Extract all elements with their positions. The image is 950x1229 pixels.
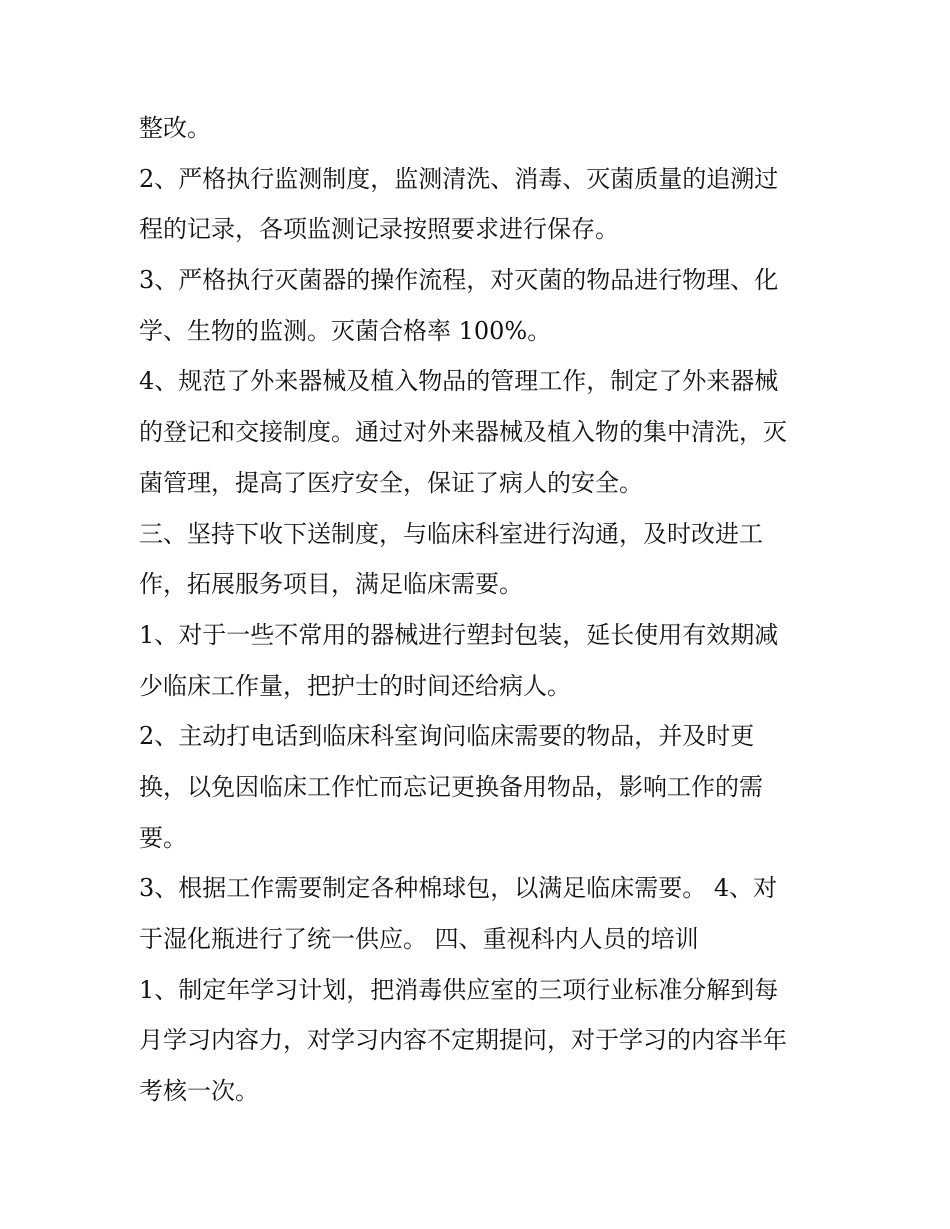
text-line: 2、严格执行监测制度，监测清洗、消毒、灭菌质量的追溯过 [139,164,779,193]
text-line: 菌管理，提高了医疗安全，保证了病人的安全。 [139,468,643,497]
text-line: 2、主动打电话到临床科室询问临床需要的物品，并及时更 [139,722,755,751]
text-line: 1、对于一些不常用的器械进行塑封包装，延长使用有效期减 [139,620,779,649]
text-line: 换，以免因临床工作忙而忘记更换备用物品，影响工作的需 [139,772,763,801]
text-line: 3、严格执行灭菌器的操作流程，对灭菌的物品进行物理、化 [139,266,779,295]
text-line: 1、制定年学习计划，把消毒供应室的三项行业标准分解到每 [139,975,779,1004]
text-line: 程的记录，各项监测记录按照要求进行保存。 [139,215,619,244]
document-body [139,103,819,1117]
text-line: 4、规范了外来器械及植入物品的管理工作，制定了外来器械 [139,367,779,396]
text-line: 整改。 [139,114,211,142]
text-line: 要。 [139,823,187,852]
text-line: 3、根据工作需要制定各种棉球包，以满足临床需要。 4、对 [139,874,778,903]
text-line: 的登记和交接制度。通过对外来器械及植入物的集中清洗，灭 [139,418,787,447]
text-line: 少临床工作量，把护士的时间还给病人。 [139,671,571,700]
text-line: 于湿化瓶进行了统一供应。 四、重视科内人员的培训 [139,925,699,953]
text-line: 三、坚持下收下送制度，与临床科室进行沟通，及时改进工 [139,519,763,548]
text-line: 考核一次。 [139,1077,259,1106]
text-line: 作，拓展服务项目，满足临床需要。 [139,570,523,599]
text-line: 学、生物的监测。灭菌合格率 100%。 [139,316,552,345]
text-line: 月学习内容力，对学习内容不定期提问，对于学习的内容半年 [139,1026,787,1055]
